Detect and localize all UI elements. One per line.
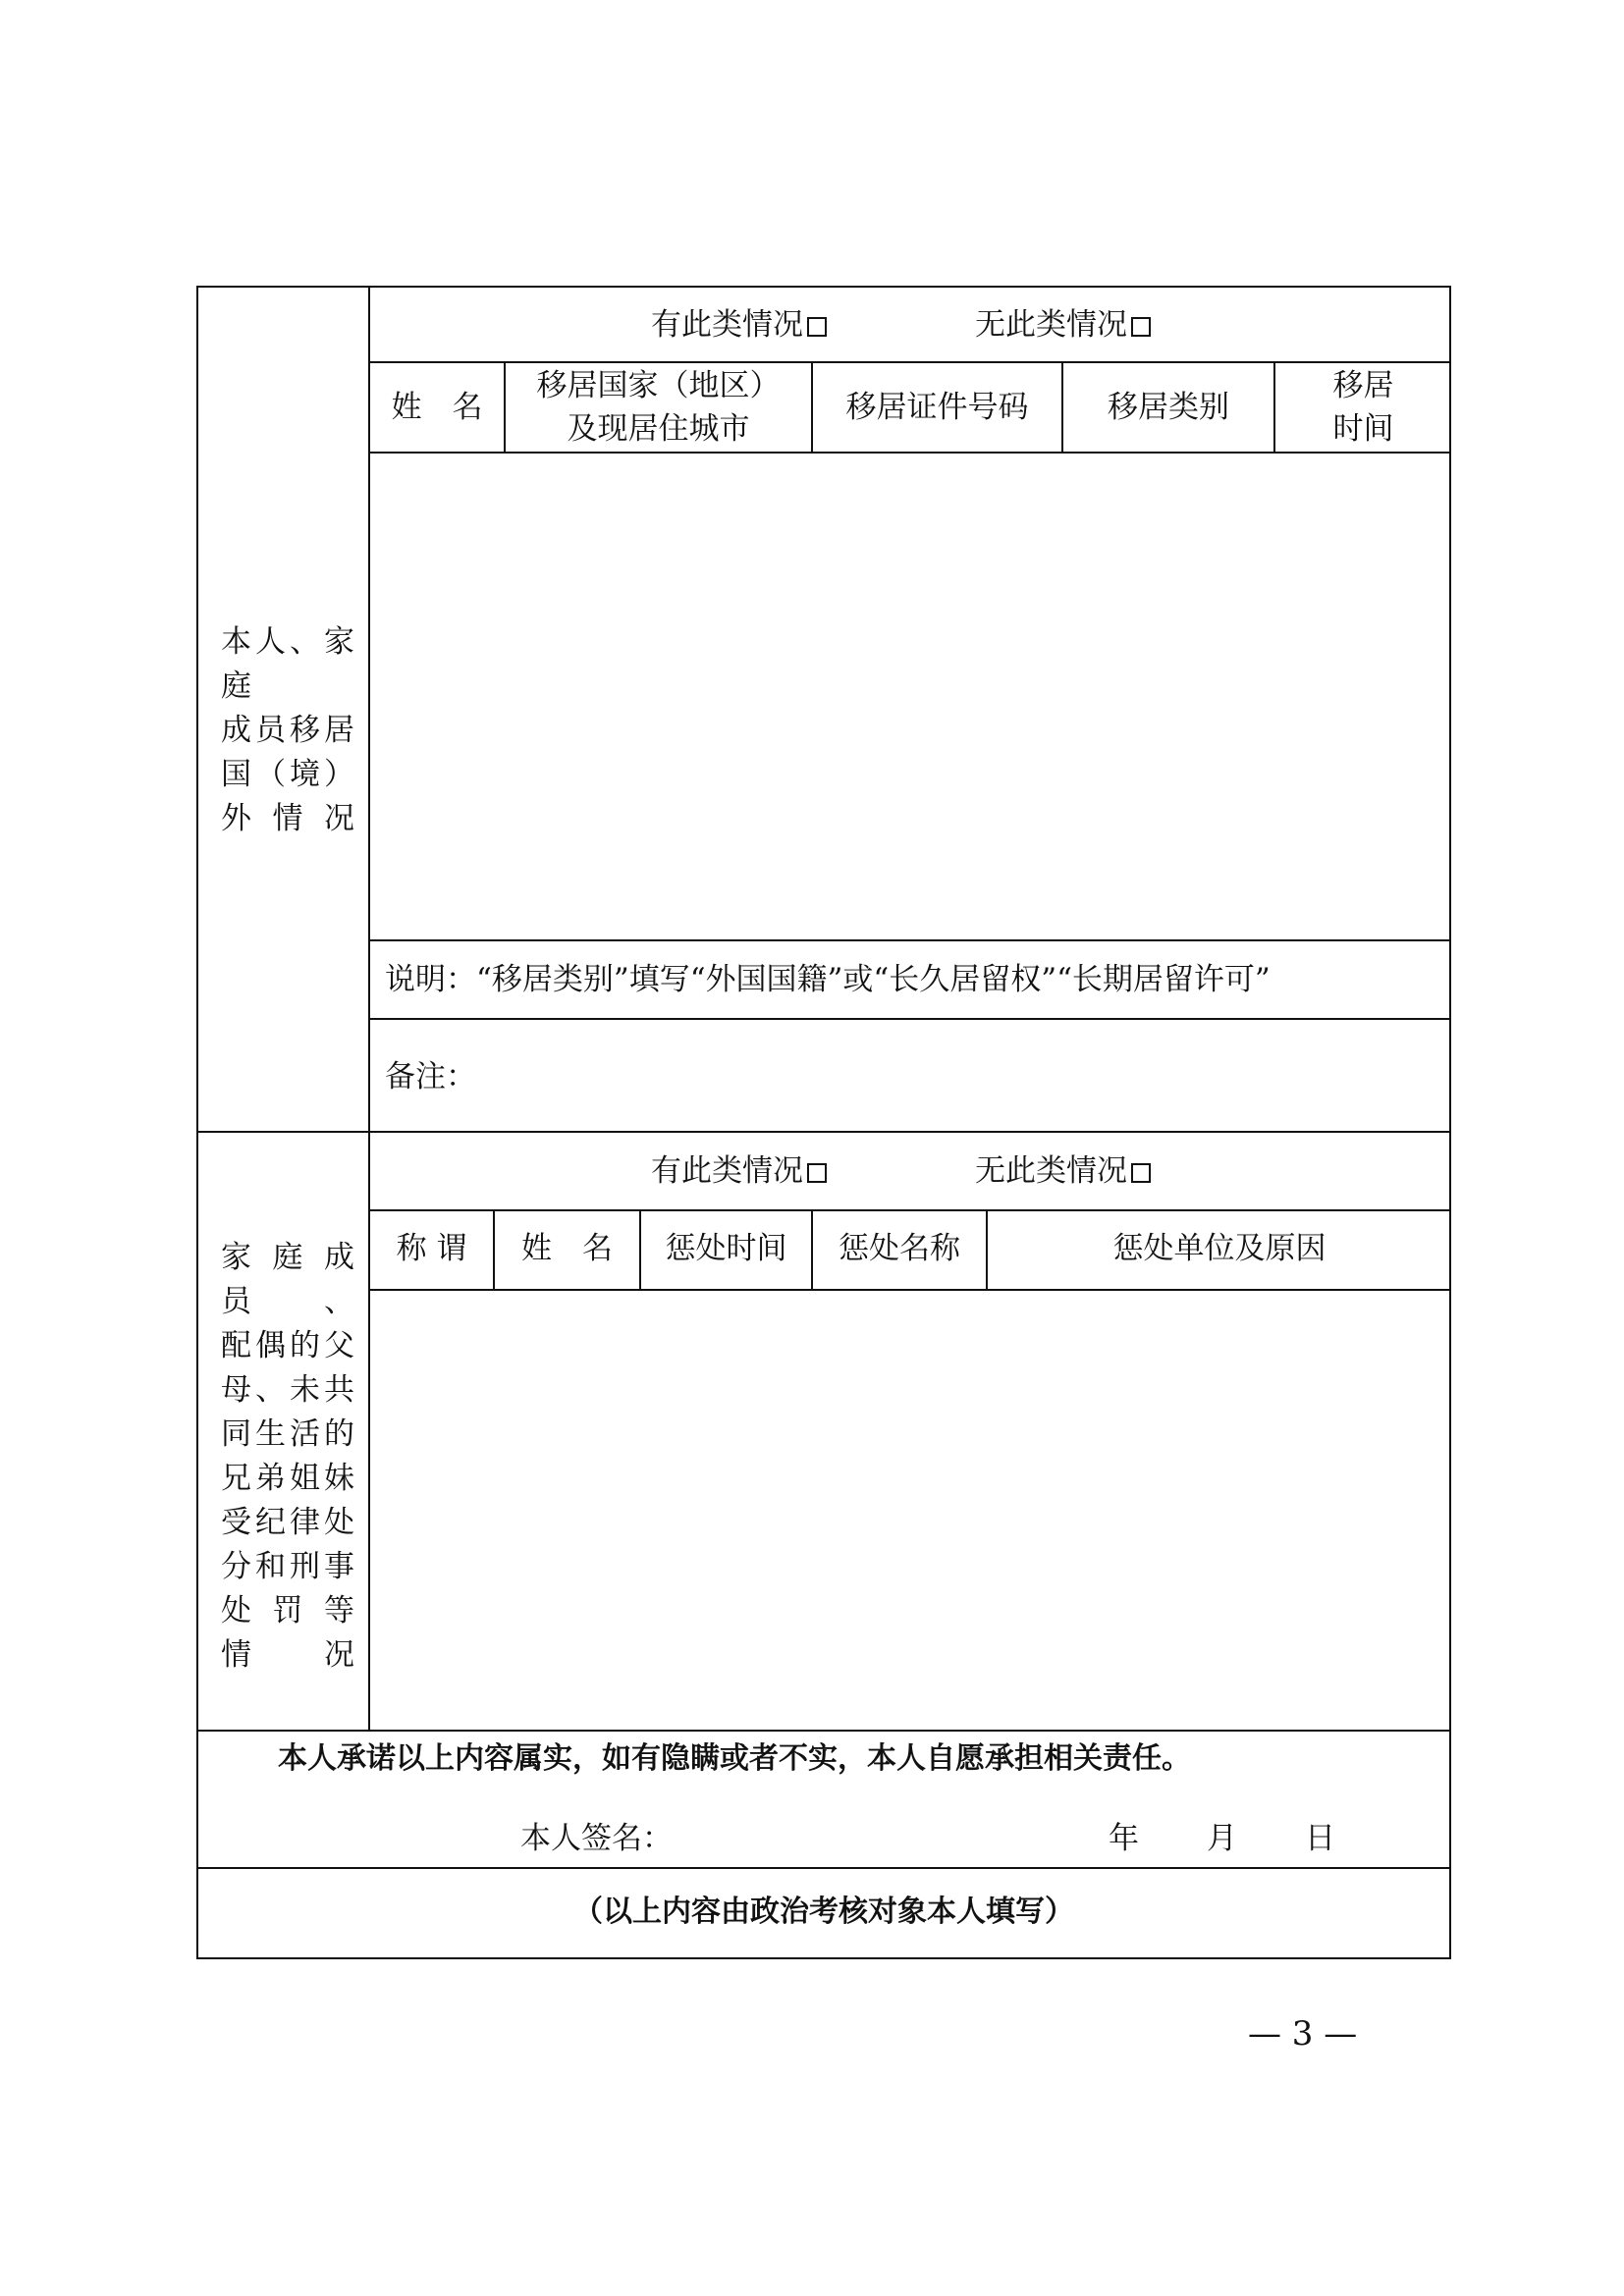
s2-no-option[interactable] — [975, 1149, 1151, 1193]
s1-yes-option[interactable] — [651, 303, 827, 347]
section1-label-line: 成员移居 — [221, 713, 354, 748]
s1-header-time-line2: 时间 — [1332, 411, 1394, 447]
s2-header-relation: 称 谓 — [396, 1231, 467, 1266]
section2-label-line: 母、未共 — [221, 1372, 354, 1408]
s1-no-option[interactable] — [975, 303, 1151, 347]
section2-label-line: 处 罚 等 — [221, 1593, 354, 1629]
s1-yes-label: 有此类情况 — [651, 307, 803, 343]
section2-label-line: 受纪律处 — [221, 1505, 354, 1540]
s1-row-divider — [368, 939, 1451, 941]
date-year-label: 年 — [1109, 1821, 1139, 1856]
s2-yes-label: 有此类情况 — [651, 1153, 803, 1189]
s2-no-label: 无此类情况 — [975, 1153, 1127, 1189]
s1-entry-area[interactable] — [370, 454, 1449, 937]
page-number: — 3 — — [1248, 2014, 1358, 2054]
s1-header-country-line2: 及现居住城市 — [567, 411, 750, 447]
pledge-text: 本人承诺以上内容属实，如有隐瞒或者不实，本人自愿承担相关责任。 — [278, 1741, 1191, 1776]
s1-row-divider — [368, 361, 1451, 363]
section1-label-line: 外 情 况 — [221, 801, 354, 836]
s2-entry-area[interactable] — [370, 1291, 1449, 1728]
s1-header-country-line1: 移居国家（地区） — [536, 368, 781, 403]
section-divider — [196, 1131, 1451, 1133]
pledge-divider — [196, 1730, 1451, 1732]
signature-label: 本人签名： — [520, 1821, 673, 1856]
s1-header-name: 姓 名 — [391, 390, 483, 425]
footer-note: （以上内容由政治考核对象本人填写） — [573, 1895, 1074, 1929]
s1-remark-field[interactable] — [471, 1020, 1449, 1129]
s1-no-label: 无此类情况 — [975, 307, 1127, 343]
footer-divider — [196, 1867, 1451, 1869]
s1-yes-checkbox[interactable] — [807, 317, 827, 337]
s1-header-time-line1: 移居 — [1332, 368, 1394, 403]
section1-label-line: 本人、家庭 — [221, 624, 354, 704]
s2-row-divider — [368, 1209, 1451, 1211]
s1-header-type: 移居类别 — [1108, 390, 1229, 425]
s1-remark-label: 备注： — [385, 1059, 476, 1095]
s1-header-cert: 移居证件号码 — [845, 390, 1029, 425]
section2-label-line: 情 况 — [221, 1637, 354, 1673]
s2-header-unit: 惩处单位及原因 — [1112, 1231, 1326, 1266]
s1-note: 说明：“移居类别”填写“外国国籍”或“长久居留权”“长期居留许可” — [385, 962, 1271, 997]
s2-header-title: 惩处名称 — [839, 1231, 960, 1266]
signature-field[interactable] — [677, 1811, 1070, 1862]
date-month-label: 月 — [1207, 1821, 1237, 1856]
s2-header-time: 惩处时间 — [665, 1231, 787, 1266]
section2-label-line: 同生活的 — [221, 1416, 354, 1452]
s2-no-checkbox[interactable] — [1131, 1163, 1151, 1183]
section1-label-line: 国（境） — [221, 757, 354, 792]
section2-label-line: 分和刑事 — [221, 1549, 354, 1584]
s2-header-name: 姓 名 — [521, 1231, 613, 1266]
s2-yes-option[interactable] — [651, 1149, 827, 1193]
section2-label-line: 配偶的父 — [221, 1328, 354, 1363]
section2-label-line: 家庭成员、 — [221, 1240, 354, 1319]
section2-label-line: 兄弟姐妹 — [221, 1461, 354, 1496]
s1-no-checkbox[interactable] — [1131, 317, 1151, 337]
date-day-label: 日 — [1305, 1821, 1335, 1856]
section2-label — [221, 1236, 354, 1678]
s2-yes-checkbox[interactable] — [807, 1163, 827, 1183]
section1-label — [221, 620, 354, 841]
